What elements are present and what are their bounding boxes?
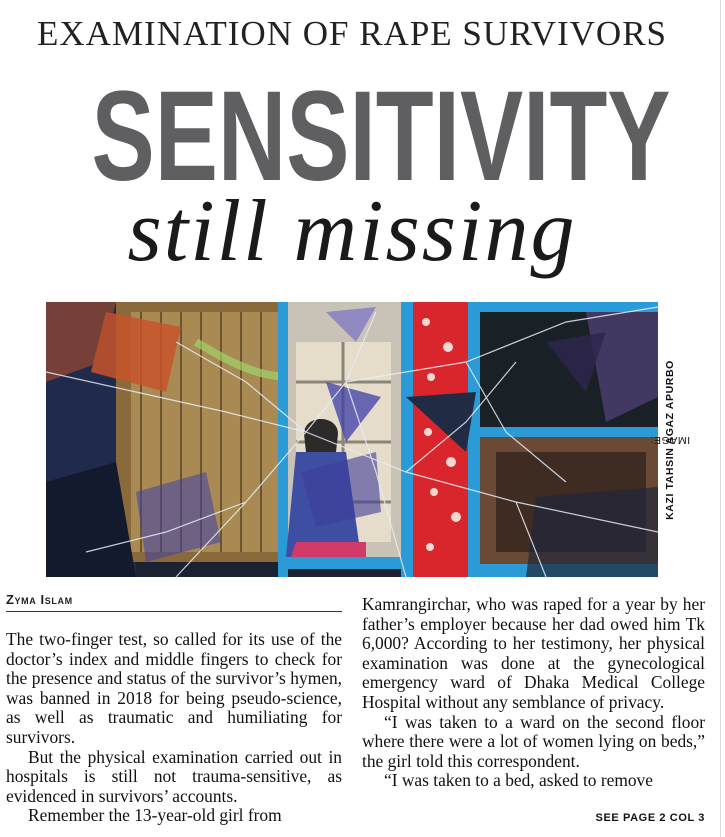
paragraph: But the physical examination carried out in hospitals is still not trauma-sensitive, as evidenced in survivors’ accounts.: [6, 746, 342, 806]
paragraph: “I was taken to a ward on the second floor where there were a lot of women lying on beds,” the girl told this correspondent.: [362, 711, 705, 771]
paragraph: Kamrangirchar, who was raped for a year by her father’s employer because her dad owed him Tk 6,000? According to her testimony, her physical examination was done at the gynecological emergency ward of Dhaka Medical College Hospital without any semblance of privacy.: [362, 594, 705, 712]
paragraph: The two-finger test, so called for its use of the doctor’s index and middle fingers to check for the presence and status of the survivor’s hymen, was banned in 2018 for being pseudo-science, as well as traumatic and humiliating for survivors.: [6, 629, 342, 747]
page-edge-rule: [720, 0, 721, 837]
kicker-headline: EXAMINATION OF RAPE SURVIVORS: [37, 14, 667, 53]
broken-window-photo: [46, 302, 658, 577]
article-column-left: [6, 630, 342, 826]
main-headline: SENSITIVITY: [91, 65, 671, 208]
sub-headline: still missing: [127, 183, 577, 280]
byline: Zyma Islam: [6, 592, 342, 612]
paragraph: Remember the 13-year-old girl from: [28, 805, 282, 826]
article-column-right: [362, 595, 705, 791]
photo-credit-label: IMAGE:: [649, 433, 691, 446]
photo-credit: [649, 302, 691, 577]
paragraph: “I was taken to a bed, asked to remove: [384, 770, 653, 791]
photo-credit-name: KAZI TAHSIN AGAZ APURBO: [664, 359, 676, 520]
continued-jump-line: SEE PAGE 2 COL 3: [595, 812, 705, 824]
